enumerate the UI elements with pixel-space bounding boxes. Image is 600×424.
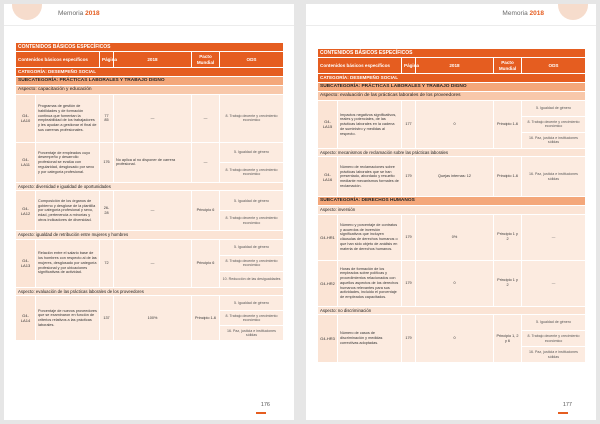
indicator-ods: 10. Reducción de las desigualdades: [220, 271, 284, 287]
col-header-ods: ODS: [220, 52, 284, 68]
indicator-page: 176: [100, 142, 114, 182]
page-right: [306, 4, 596, 420]
indicator-ods: 5. Igualdad de género: [220, 296, 284, 311]
aspect-row: Aspecto: capacitación y educación: [16, 85, 284, 94]
indicator-pacto: —: [192, 142, 220, 182]
indicator-value: No aplica al no disponer de carrera profesional.: [114, 142, 192, 182]
indicator-page: 179: [402, 214, 416, 260]
indicator-description: Composición de los órganos de gobierno y desglose de la plantilla por categoría profesional y sexo, edad, pertenencia a minorías y otros indicadores de diversidad.: [36, 191, 100, 231]
header-ornament: [558, 4, 588, 20]
page-header: [306, 4, 596, 26]
page-number: 177: [562, 402, 572, 408]
subcategory-row: SUBCATEGORÍA: PRÁCTICAS LABORALES Y TRABAJO DIGNO: [318, 82, 586, 91]
indicator-pacto: Principio 1-6: [494, 157, 522, 197]
report-title: Memoria 2018: [502, 10, 544, 17]
gri-content-table: [15, 42, 284, 341]
indicator-ods: 5. Igualdad de género: [220, 191, 284, 211]
indicator-page: 26-28: [100, 191, 114, 231]
indicator-description: Número y porcentaje de contratos y acuerdos de inversión significativos que incluyen cláusulas de derechos humanos o que han sido objeto de análisis en materia de derechos humanos.: [338, 214, 402, 260]
aspect-row: Aspecto: inversión: [318, 206, 586, 214]
indicator-ods: 8. Trabajo decente y crecimiento económico: [220, 94, 284, 142]
indicator-ods: 8. Trabajo decente y crecimiento económico: [220, 211, 284, 231]
page-number-marker: [256, 412, 266, 414]
indicator-value: —: [114, 94, 192, 142]
table-top-header: CONTENIDOS BÁSICOS ESPECÍFICOS: [16, 43, 284, 52]
col-header-year: 2018: [416, 58, 494, 74]
indicator-description: Relación entre el salario base de los hombres con respecto al de las mujeres, desglosado por categoría profesional y por ubicaciones significativas de actividad.: [36, 239, 100, 287]
indicator-page: 179: [402, 260, 416, 306]
col-header-contents: Contenidos básicos específicos: [16, 52, 100, 68]
indicator-code: G4-LA11: [16, 142, 36, 182]
indicator-code: G4-LA13: [16, 239, 36, 287]
indicator-code: G4-HR2: [318, 260, 338, 306]
indicator-ods: —: [522, 260, 586, 306]
report-title: Memoria 2018: [58, 10, 100, 17]
indicator-value: —: [114, 239, 192, 287]
page-header: [4, 4, 294, 26]
indicator-pacto: Principio 1-6: [494, 100, 522, 148]
indicator-value: —: [114, 191, 192, 231]
indicator-page: 177: [402, 100, 416, 148]
page-number-marker: [558, 412, 568, 414]
indicator-value: Quejas internas: 12: [416, 157, 494, 197]
aspect-row: Aspecto: igualdad de retribución entre mujeres y hombres: [16, 231, 284, 239]
indicator-description: Número de reclamaciones sobre prácticas laborales que se han presentado, abordado y resuelto mediante mecanismos formales de reclamación.: [338, 157, 402, 197]
indicator-description: Horas de formación de los empleados sobre políticas y procedimientos relacionados con aquellos aspectos de los derechos humanos relevantes para sus actividades, incluido el porcentaje de empleados capacitados.: [338, 260, 402, 306]
indicator-ods: 8. Trabajo decente y crecimiento económico: [220, 255, 284, 271]
indicator-page: 77 85: [100, 94, 114, 142]
aspect-row: Aspecto: mecanismos de reclamación sobre las prácticas laborales: [318, 148, 586, 156]
indicator-ods: 8. Trabajo decente y crecimiento económico: [522, 331, 586, 347]
indicator-ods: 16. Paz, justicia e instituciones sólidas: [522, 347, 586, 363]
aspect-row: Aspecto: no discriminación: [318, 306, 586, 314]
page-left: [4, 4, 294, 420]
indicator-pacto: Principio 1 y 2: [494, 214, 522, 260]
subcategory-row: SUBCATEGORÍA: DERECHOS HUMANOS: [318, 197, 586, 206]
col-header-pacto: Pacto Mundial: [192, 52, 220, 68]
indicator-ods: 8. Trabajo decente y crecimiento económico: [220, 311, 284, 326]
indicator-code: G4-LA16: [318, 157, 338, 197]
indicator-description: Porcentaje de nuevos proveedores que se examinaron en función de criterios relativos a las prácticas laborales.: [36, 296, 100, 341]
indicator-ods: 16. Paz, justicia e instituciones sólidas: [220, 326, 284, 341]
indicator-page: 137: [100, 296, 114, 341]
col-header-year: 2018: [114, 52, 192, 68]
col-header-page: Página: [100, 52, 114, 68]
indicator-ods: —: [522, 214, 586, 260]
indicator-pacto: Principio 6: [192, 239, 220, 287]
indicator-ods: 5. Igualdad de género: [220, 239, 284, 255]
indicator-value: 100%: [114, 296, 192, 341]
indicator-description: Impactos negativos significativos, reales y potenciales, de las prácticas laborales en la cadena de suministro y medidas al respecto.: [338, 100, 402, 148]
indicator-value: 0: [416, 260, 494, 306]
indicator-ods: 16. Paz, justicia e instituciones sólidas: [522, 157, 586, 197]
indicator-description: Porcentaje de empleados cuyo desempeño y desarrollo profesional se evalúa con regularidad, desglosado por sexo y por categoría profesional.: [36, 142, 100, 182]
subcategory-row: SUBCATEGORÍA: PRÁCTICAS LABORALES Y TRABAJO DIGNO: [16, 76, 284, 85]
indicator-ods: 16. Paz, justicia e instituciones sólidas: [522, 132, 586, 148]
indicator-value: 0%: [416, 214, 494, 260]
table-top-header: CONTENIDOS BÁSICOS ESPECÍFICOS: [318, 49, 586, 58]
col-header-pacto: Pacto Mundial: [494, 58, 522, 74]
indicator-pacto: Principio 1, 2 y 6: [494, 315, 522, 363]
gri-content-table: [317, 48, 586, 363]
page-number: 176: [260, 402, 270, 408]
aspect-row: Aspecto: evaluación de las prácticas laborales de los proveedores: [16, 287, 284, 295]
indicator-value: 0: [416, 315, 494, 363]
indicator-pacto: Principio 1-6: [192, 296, 220, 341]
indicator-ods: 5. Igualdad de género: [220, 142, 284, 162]
category-row: CATEGORÍA: DESEMPEÑO SOCIAL: [16, 68, 284, 77]
indicator-ods: 8. Trabajo decente y crecimiento económico: [220, 162, 284, 182]
header-ornament: [12, 4, 42, 20]
aspect-row: Aspecto: diversidad e igualdad de oportunidades: [16, 182, 284, 190]
col-header-contents: Contenidos básicos específicos: [318, 58, 402, 74]
col-header-ods: ODS: [522, 58, 586, 74]
indicator-code: G4-LA15: [318, 100, 338, 148]
indicator-pacto: Principio 6: [192, 191, 220, 231]
indicator-ods: 5. Igualdad de género: [522, 315, 586, 331]
indicator-pacto: —: [192, 94, 220, 142]
category-row: CATEGORÍA: DESEMPEÑO SOCIAL: [318, 74, 586, 83]
aspect-row: Aspecto: evaluación de las prácticas laborales de los proveedores: [318, 91, 586, 100]
indicator-code: G4-HR3: [318, 315, 338, 363]
indicator-code: G4-LA12: [16, 191, 36, 231]
indicator-ods: 8. Trabajo decente y crecimiento económico: [522, 116, 586, 132]
indicator-code: G4-HR1: [318, 214, 338, 260]
col-header-page: Página: [402, 58, 416, 74]
indicator-page: 72: [100, 239, 114, 287]
indicator-code: G4-LA10: [16, 94, 36, 142]
indicator-page: 179: [402, 315, 416, 363]
indicator-page: 179: [402, 157, 416, 197]
indicator-code: G4-LA14: [16, 296, 36, 341]
indicator-description: Programas de gestión de habilidades y de formación continua que fomentan la empleabilidad de los trabajadores y les ayudan a gestionar el final de sus carreras profesionales.: [36, 94, 100, 142]
indicator-ods: 5. Igualdad de género: [522, 100, 586, 116]
indicator-value: 0: [416, 100, 494, 148]
indicator-pacto: Principio 1 y 2: [494, 260, 522, 306]
indicator-description: Número de casos de discriminación y medidas correctivas adoptadas.: [338, 315, 402, 363]
